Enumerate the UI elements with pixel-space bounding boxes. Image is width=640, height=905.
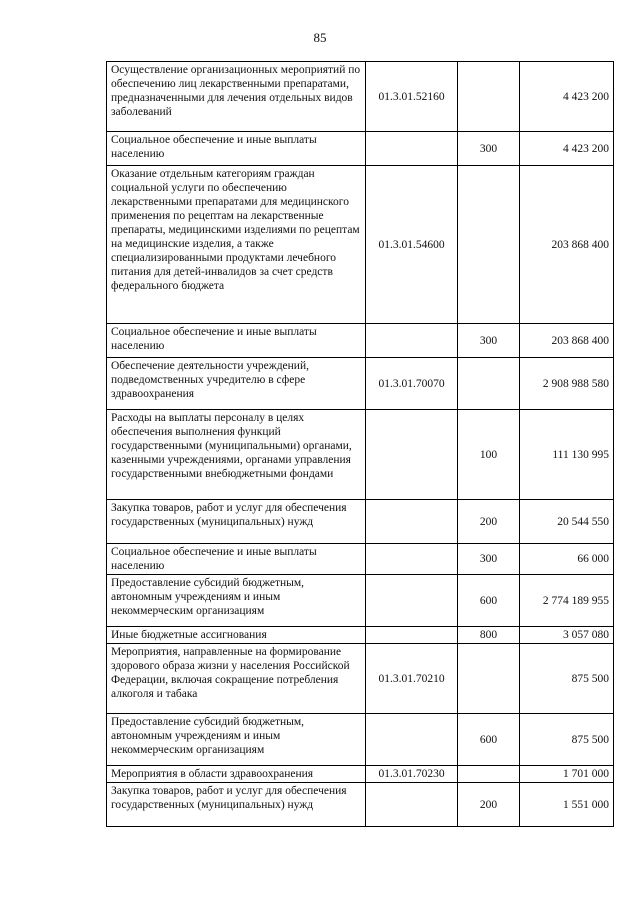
table-row (107, 783, 614, 827)
table-row (107, 644, 614, 714)
row-amount: 203 868 400 (520, 324, 614, 358)
budget-table (106, 61, 614, 827)
row-name: Мероприятия, направленные на формирование здорового образа жизни у населения Российской Федерации, включая сокращение потребления алкоголя и табака (107, 644, 366, 714)
row-amount: 875 500 (520, 714, 614, 766)
row-amount: 203 868 400 (520, 166, 614, 324)
row-code (366, 714, 458, 766)
row-code (366, 627, 458, 644)
row-name: Предоставление субсидий бюджетным, автономным учреждениям и иным некоммерческим организациям (107, 575, 366, 627)
row-expense-type: 200 (458, 500, 520, 544)
table-row (107, 544, 614, 575)
row-expense-type (458, 644, 520, 714)
row-expense-type (458, 766, 520, 783)
row-expense-type (458, 62, 520, 132)
row-expense-type: 600 (458, 575, 520, 627)
row-name: Осуществление организационных мероприятий по обеспечению лиц лекарственными препаратами, предназначенными для лечения отдельных видов заболеваний (107, 62, 366, 132)
row-amount: 4 423 200 (520, 132, 614, 166)
page-number: 85 (313, 30, 327, 45)
row-amount: 20 544 550 (520, 500, 614, 544)
row-code: 01.3.01.70070 (366, 358, 458, 410)
row-amount: 1 551 000 (520, 783, 614, 827)
row-expense-type: 300 (458, 324, 520, 358)
row-code (366, 783, 458, 827)
row-code (366, 544, 458, 575)
row-name: Мероприятия в области здравоохранения (107, 766, 366, 783)
row-name: Обеспечение деятельности учреждений, подведомственных учредителю в сфере здравоохранения (107, 358, 366, 410)
row-name: Расходы на выплаты персоналу в целях обеспечения выполнения функций государственными (муниципальными) органами, казенными учреждениями, органами управления государственными внебюджетными фондами (107, 410, 366, 500)
row-name: Социальное обеспечение и иные выплаты населению (107, 324, 366, 358)
table-row (107, 324, 614, 358)
row-amount: 66 000 (520, 544, 614, 575)
row-expense-type: 800 (458, 627, 520, 644)
row-code: 01.3.01.52160 (366, 62, 458, 132)
table-row (107, 500, 614, 544)
table-row (107, 166, 614, 324)
table-row (107, 766, 614, 783)
row-expense-type: 600 (458, 714, 520, 766)
row-amount: 3 057 080 (520, 627, 614, 644)
row-expense-type (458, 166, 520, 324)
row-amount: 2 908 988 580 (520, 358, 614, 410)
table-row (107, 62, 614, 132)
table-row (107, 410, 614, 500)
row-name: Социальное обеспечение и иные выплаты населению (107, 132, 366, 166)
table-row (107, 627, 614, 644)
row-amount: 875 500 (520, 644, 614, 714)
row-name: Оказание отдельным категориям граждан социальной услуги по обеспечению лекарственными препаратами для медицинского применения по рецептам на лекарственные препараты, медицинскими изделиями по рецептам на медицинские изделия, а также специализированными продуктами лечебного питания для детей-инвалидов за счет средств федерального бюджета (107, 166, 366, 324)
row-amount: 1 701 000 (520, 766, 614, 783)
row-code: 01.3.01.70210 (366, 644, 458, 714)
row-name: Закупка товаров, работ и услуг для обеспечения государственных (муниципальных) нужд (107, 783, 366, 827)
budget-table-body (107, 62, 614, 827)
row-name: Закупка товаров, работ и услуг для обеспечения государственных (муниципальных) нужд (107, 500, 366, 544)
table-row (107, 575, 614, 627)
row-code (366, 500, 458, 544)
table-row (107, 358, 614, 410)
row-code: 01.3.01.70230 (366, 766, 458, 783)
row-code: 01.3.01.54600 (366, 166, 458, 324)
row-amount: 4 423 200 (520, 62, 614, 132)
row-code (366, 410, 458, 500)
row-name: Предоставление субсидий бюджетным, автономным учреждениям и иным некоммерческим организациям (107, 714, 366, 766)
row-code (366, 132, 458, 166)
table-row (107, 714, 614, 766)
row-expense-type (458, 358, 520, 410)
row-expense-type: 200 (458, 783, 520, 827)
row-code (366, 575, 458, 627)
row-code (366, 324, 458, 358)
row-expense-type: 300 (458, 544, 520, 575)
row-name: Социальное обеспечение и иные выплаты населению (107, 544, 366, 575)
table-row (107, 132, 614, 166)
row-expense-type: 300 (458, 132, 520, 166)
row-name: Иные бюджетные ассигнования (107, 627, 366, 644)
row-amount: 111 130 995 (520, 410, 614, 500)
row-amount: 2 774 189 955 (520, 575, 614, 627)
row-expense-type: 100 (458, 410, 520, 500)
